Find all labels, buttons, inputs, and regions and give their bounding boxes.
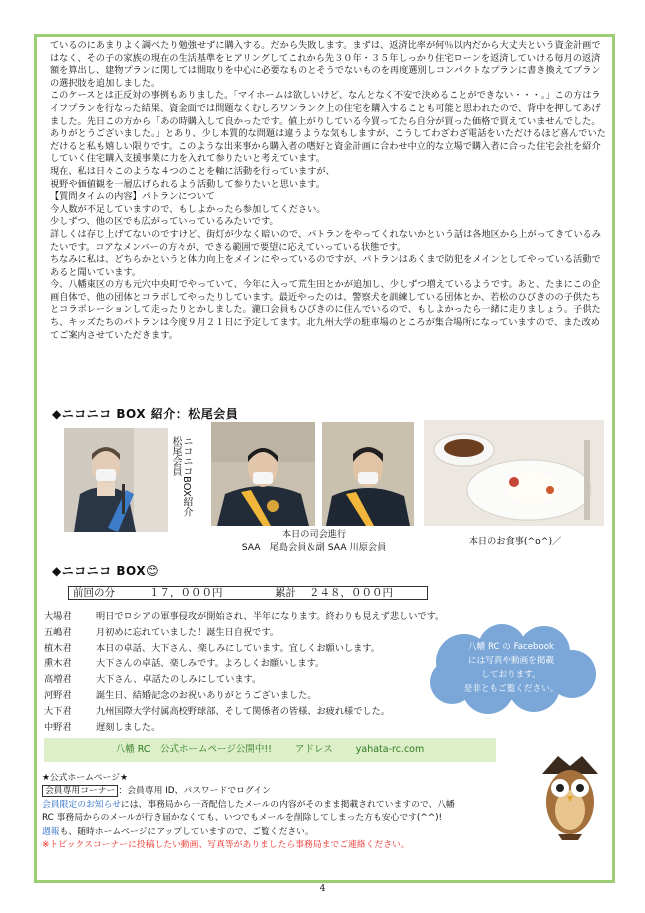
article-body: [50, 40, 606, 342]
member-message: 明日でロシアの軍事侵攻が開始され、半年になります。終わりも見えず悲しいです。: [96, 611, 445, 622]
paragraph: 今、八幡東区の方も元穴中央町でやっていて、今年に入って荒生田とかが追加し、少しずつ増えているようです。あと、たまにこの企画自体で、他の団体とコラボしてやったりしています。最近やったのは、警察犬を訓練している団体とか、若松のひびきのの子供たちとコラボレーションして走ったりとかしました。瀧口会員もひびきのに住んでいるので、もしよかったら一緒に走りましょう。子供たち、キッズたちのパトランは今度９月２１日に予定してます。北九州大学の駐車場のところが集合場所になっていますので、また改めてご案内させていただきます。: [50, 279, 601, 341]
facebook-line: 是非ともご覧ください。: [463, 684, 559, 694]
facebook-notice: [436, 640, 586, 696]
member-name: 植木君: [44, 642, 72, 654]
previous-label: 前回の分: [73, 587, 115, 599]
members-notice-label: 会員限定のお知らせ: [42, 799, 121, 810]
info-row: [42, 826, 512, 839]
paragraph: ちなみに私は、どちらかというと体力向上をメインにやっているのですが、パトランはあくまで防犯をメインとしてやっている活動であると聞いています。: [50, 254, 601, 278]
nikoniko-box-title: [52, 562, 159, 579]
list-item: [44, 656, 464, 672]
members-notice-desc: には、事務局から一斉配信したメールの内容がそのまま掲載されていますので、八幡: [120, 799, 455, 810]
member-name: 中野君: [44, 721, 72, 733]
member-messages: [44, 609, 464, 735]
facebook-line: しております。: [481, 670, 541, 680]
smile-icon: 😊: [146, 564, 160, 578]
paragraph: 少しずつ、他の区でも広がっていっているみたいです。: [50, 216, 279, 228]
total-label: 累計: [275, 587, 296, 599]
nikoniko-vertical-label: ニコニコBOX紹介 松尾会員: [170, 436, 192, 527]
paragraph: 視野や価値観を一層広げられるよう活動して参りたいと思います。: [50, 178, 325, 190]
member-message: 大下さん、卓話たのしみにしています。: [96, 674, 262, 686]
member-name: 大下君: [44, 705, 72, 717]
total-amount: ２４８，０００円: [309, 587, 393, 599]
paragraph: 詳しくは存じ上げてないのですけど、街灯が少なく暗いので、パトランをやってくれないかという話は各地区から上がってきているみたいです。コアなメンバーの方々が、できる範囲で要望に応えていっている状態です。: [50, 228, 601, 253]
weekly-label: 週報: [42, 826, 60, 837]
paragraph: ているのにあまりよく調べたり勉強せずに購入する。だから失敗します。まずは、返済比率が何％以内だから大丈夫という資金計画ではなく、その子の家族の現在の生活基準をヒアリングしてこれから先３０年・３５年しっかり住宅ローンを返済していける毎月の返済額を算出し、建物プランに関しては間取りを中心に必要なものとそうでないものを再度選別しコンパクトなプランに書き換えてプランの選択肢を追加しました。: [50, 40, 601, 89]
info-heading: ★公式ホームページ★: [42, 773, 128, 783]
address-label: アドレス: [295, 744, 333, 755]
info-row: [42, 799, 512, 812]
member-message: 月初めに忘れていました！誕生日自祝です。: [96, 626, 280, 638]
list-item: [44, 688, 464, 704]
meal-photo: [424, 420, 604, 526]
facebook-line: には写真や動画を掲載: [468, 656, 554, 666]
list-item: [44, 672, 464, 688]
member-message: 九州国際大学付属高校野球部、そして関係者の皆様、お疲れ様でした。: [96, 705, 390, 717]
list-item: [44, 609, 464, 625]
page-number: 4: [319, 884, 326, 894]
member-message: 大下さんの卓話、楽しみです。よろしくお願いします。: [96, 658, 325, 670]
list-item: [44, 704, 464, 720]
deputy-saa-photo: [322, 422, 414, 526]
member-name: 河野君: [44, 689, 72, 701]
list-item: [44, 625, 464, 641]
saa-photo: [211, 422, 315, 526]
owl-icon: [538, 744, 602, 844]
member-name: 大場君: [44, 611, 72, 622]
previous-amount: １７，０００円: [149, 587, 223, 599]
speaker-photo: [64, 428, 168, 532]
nikoniko-intro-title: ◆ニコニコ BOX 紹介：松尾会員: [52, 407, 239, 421]
emcee-caption: [206, 528, 422, 554]
weekly-desc: も、随時ホームページにアップしていますので、ご覧ください。: [59, 826, 314, 837]
members-corner-desc: ：会員専用 ID、パスワードでログイン: [118, 786, 271, 797]
caption-line: SAA 尾島会員＆副 SAA 川原会員: [241, 542, 387, 553]
list-item: [44, 720, 464, 736]
member-message: 遅刻しました。: [96, 721, 161, 733]
member-message: 本日の卓話、大下さん、楽しみにしています。宜しくお願いします。: [96, 642, 380, 654]
caption-line: 本日の司会進行: [281, 529, 347, 540]
member-name: 五嶋君: [44, 626, 72, 638]
info-row: RC 事務局からのメールが行き届かなくても、いつでもメールを削除してしまった方も安心です(^^)!: [42, 813, 443, 824]
paragraph: 今人数が不足していますので、もしよかったら参加してください。: [50, 203, 326, 215]
facebook-line: 八幡 RC の Facebook: [468, 642, 554, 652]
homepage-address-link[interactable]: yahata-rc.com: [355, 744, 425, 755]
info-row: [42, 785, 512, 798]
member-message: 誕生日、結婚記念のお祝いありがとうございました。: [96, 689, 317, 701]
member-name: 高増君: [44, 674, 72, 686]
homepage-announce: 八幡 RC 公式ホームページ公開中!!: [115, 744, 272, 755]
members-corner-label: 会員専用コーナー: [42, 785, 118, 797]
paragraph: 現在、私は日々このような４つのことを軸に活動を行っていますが、: [50, 165, 335, 177]
meal-caption: 本日のお食事(^o^)／: [468, 536, 562, 547]
donation-totals: [68, 586, 428, 600]
member-name: 熏木君: [44, 658, 72, 670]
paragraph: 【質問タイムの内容】パトランについて: [50, 191, 215, 203]
topics-notice: ※トピックスコーナーに投稿したい動画、写真等がありましたら事務局までご連絡ください。: [42, 840, 410, 851]
list-item: [44, 641, 464, 657]
nikoniko-box-title-text: ◆ニコニコ BOX: [52, 564, 147, 578]
paragraph: このケースとは正反対の事例もありました。「マイホームは欲しいけど、なんとなく不安で決めることができない・・・。」この方はライフプランを行なった結果、資金面では問題なくむしろワンランク上の住宅を購入することも可能と思われたので、背中を押してあげました。先日この方から「あの時購入して良かったです。値上がりしている今買ってたら自分が買った価格で買えていませんでした。ありがとうございました。」とあり、少し本質的な問題は違うような気もしますが、こうしてわざわざ電話をいただけるほど喜んでいただけると私も嬉しい限りです。このような出来事から購入者の嗜好と資金計画に合わせ中立的な立場で購入者に合った住宅会社を紹介していく住宅購入支援事業に力を入れて参りたいと考えています。: [50, 90, 606, 165]
homepage-info: [42, 772, 512, 852]
homepage-banner: [44, 738, 496, 762]
